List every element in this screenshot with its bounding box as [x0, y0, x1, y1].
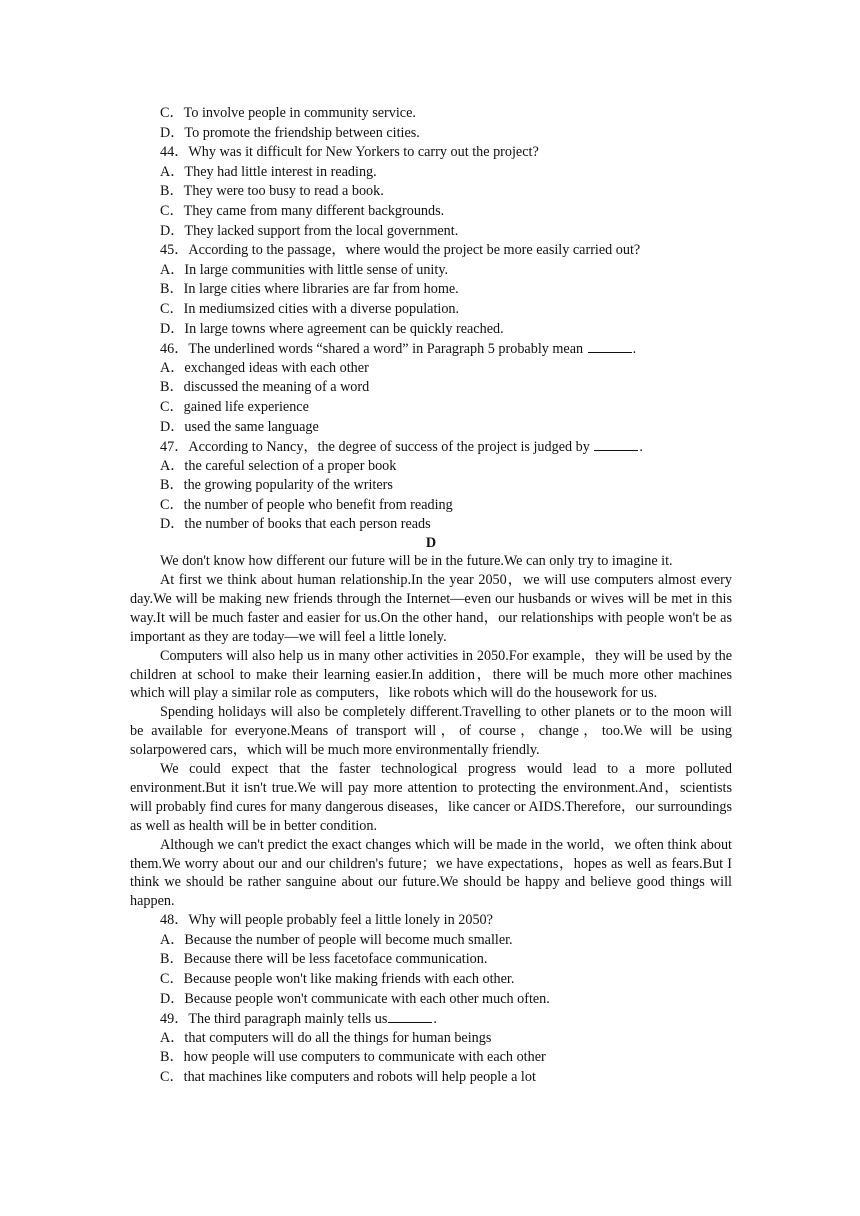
- question-45-stem: 45．According to the passage，where would the project be more easily carried out?: [160, 242, 641, 259]
- question-47-text: 47．According to Nancy，the degree of success of the project is judged by: [160, 439, 594, 456]
- answer-blank: [388, 1009, 432, 1023]
- passage-paragraph: Although we can't predict the exact changes which will be made in the world，we often think about them.We worry about our and our children's future；we have expectations，hopes as well as fears.But I think we should be rather sanguine about our future.We should be happy and believe good things will happen.: [130, 836, 732, 910]
- option-line: D．To promote the friendship between cities.: [160, 124, 420, 141]
- passage-paragraph: We don't know how different our future will be in the future.We can only try to imagine it.: [160, 553, 673, 570]
- option-line: D．Because people won't communicate with each other much often.: [160, 990, 550, 1007]
- passage-paragraph: We could expect that the faster technological progress would lead to a more polluted environment.But it isn't true.We will pay more attention to protecting the environment.And，scientists will probably find cures for many dangerous diseases，like cancer or AIDS.Therefore，our surroundings as well as health will be in better condition.: [130, 761, 732, 834]
- question-49-text: 49．The third paragraph mainly tells us: [160, 1011, 388, 1028]
- section-heading: D: [425, 535, 437, 552]
- option-line: B．They were too busy to read a book.: [160, 183, 384, 200]
- answer-blank: [594, 437, 638, 451]
- option-line: C．They came from many different backgrounds.: [160, 202, 445, 219]
- option-line: D．They lacked support from the local government.: [160, 222, 459, 239]
- answer-blank: [588, 339, 632, 353]
- option-line: D．In large towns where agreement can be quickly reached.: [160, 320, 504, 337]
- option-line: A．exchanged ideas with each other: [160, 359, 369, 376]
- question-46-text: 46．The underlined words “shared a word” in Paragraph 5 probably mean: [160, 341, 587, 358]
- option-line: C．gained life experience: [160, 398, 309, 415]
- option-line: C．the number of people who benefit from reading: [160, 496, 453, 513]
- option-line: C．that machines like computers and robots will help people a lot: [160, 1069, 536, 1086]
- question-47-end: .: [639, 439, 643, 456]
- passage-paragraph: Computers will also help us in many other activities in 2050.For example，they will be used by the children at school to make their learning easier.In addition，there will be much more other machines which will play a similar role as computers，like robots which will do the housework for us.: [130, 647, 732, 702]
- option-line: C．To involve people in community service.: [160, 105, 416, 121]
- option-line: D．the number of books that each person reads: [160, 516, 431, 533]
- option-line: B．In large cities where libraries are far from home.: [160, 281, 459, 298]
- question-49-stem: [130, 1009, 732, 1029]
- option-line: A．In large communities with little sense of unity.: [160, 261, 449, 278]
- option-line: A．that computers will do all the things for human beings: [160, 1029, 492, 1046]
- document-content: [130, 104, 732, 1088]
- option-line: C．Because people won't like making friends with each other.: [160, 971, 515, 988]
- option-line: B．discussed the meaning of a word: [160, 379, 370, 396]
- question-47-stem: [130, 437, 732, 457]
- option-line: A．the careful selection of a proper book: [160, 457, 397, 474]
- question-49-end: .: [433, 1011, 437, 1028]
- question-44-stem: 44．Why was it difficult for New Yorkers to carry out the project?: [160, 144, 539, 161]
- option-line: B．how people will use computers to communicate with each other: [160, 1049, 546, 1066]
- option-line: A．Because the number of people will become much smaller.: [160, 931, 513, 948]
- question-48-stem: 48．Why will people probably feel a little lonely in 2050?: [160, 912, 493, 929]
- question-46-stem: [130, 339, 732, 359]
- option-line: C．In mediumsized cities with a diverse population.: [160, 300, 460, 317]
- option-line: B．Because there will be less facetoface communication.: [160, 951, 488, 968]
- option-line: A．They had little interest in reading.: [160, 163, 377, 180]
- option-line: B．the growing popularity of the writers: [160, 477, 393, 494]
- passage-paragraph: Spending holidays will also be completely different.Travelling to other planets or to the moon will be available for everyone.Means of transport will，of course，change，too.We will be using solarpowered cars，which will be much more environmentally friendly.: [130, 704, 732, 759]
- passage-paragraph: At first we think about human relationship.In the year 2050，we will use computers almost every day.We will be making new friends through the Internet—even our husbands or wives will be met in this way.It will be much faster and easier for us.On the other hand，our relationships with people won't be as important as they are today—we will feel a little lonely.: [130, 571, 732, 645]
- option-line: D．used the same language: [160, 418, 319, 435]
- question-46-end: .: [632, 341, 637, 358]
